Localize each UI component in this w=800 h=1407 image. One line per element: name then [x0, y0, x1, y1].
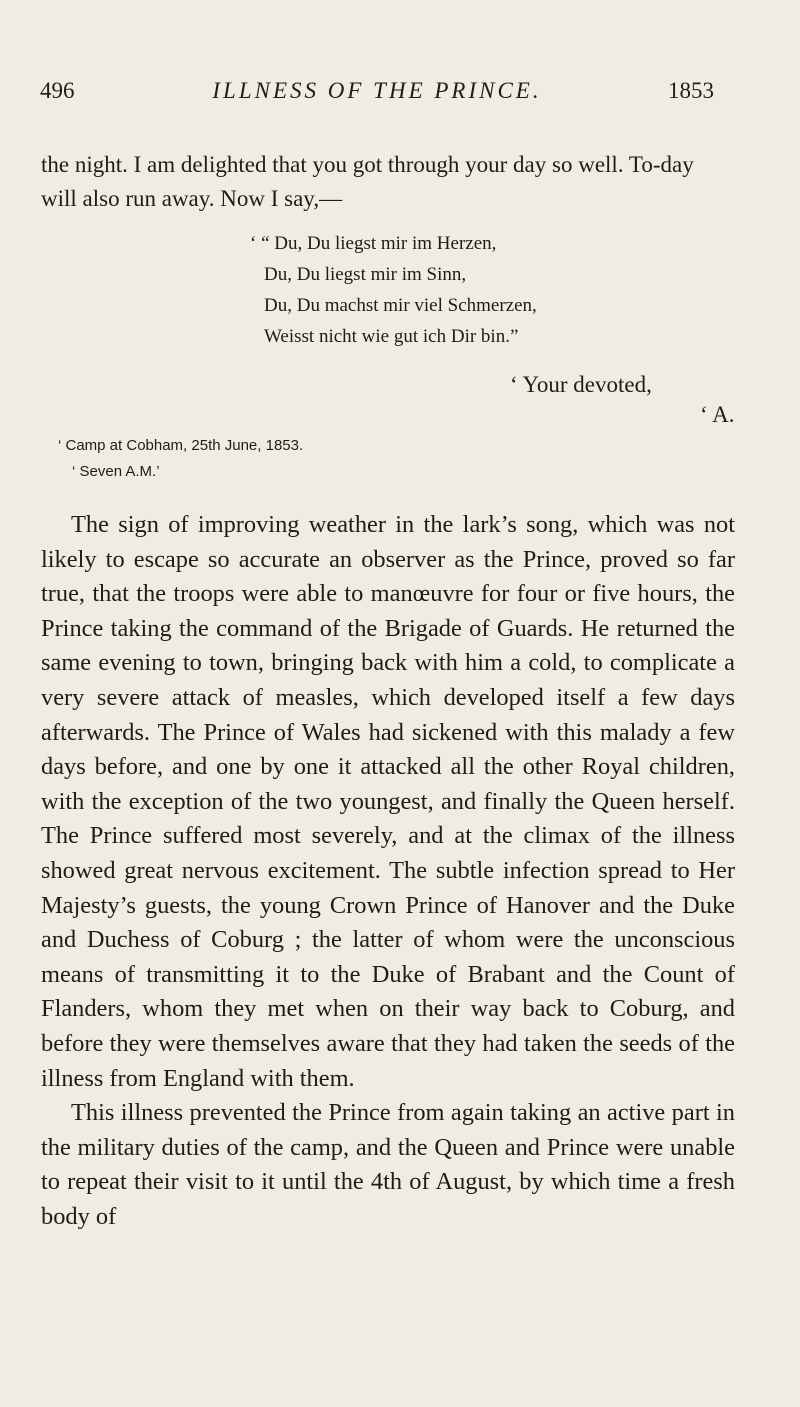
letter-dateline [58, 433, 303, 485]
dateline-place: ‘ Camp at Cobham, 25th June, 1853. [58, 437, 304, 454]
running-head [40, 78, 714, 112]
poem-line: ‘ “ Du, Du liegst mir im Herzen, [250, 233, 497, 254]
poem-line: Du, Du liegst mir im Sinn, [264, 264, 467, 285]
body-paragraph: This illness prevented the Prince from again taking an active part in the military duties of the camp, and the Queen and Prince were unable to repeat their visit to it until the 4th of August, by which time a fresh body of [41, 1099, 735, 1230]
poem-line: Weisst nicht wie gut ich Dir bin.” [264, 326, 519, 347]
poem-block [250, 228, 730, 352]
body-paragraph: The sign of improving weather in the lark’s song, which was not likely to escape so accurate an observer as the Prince, proved so far true, that the troops were able to manœuvre for four or five hours, the Prince taking the command of the Brigade of Guards. He returned the same evening to town, bringing back with him a cold, to complicate a very severe attack of measles, which developed itself a few days afterwards. The Prince of Wales had sickened with this malady a few days before, and one by one it attacked all the other Royal children, with the exception of the two youngest, and finally the Queen herself. The Prince suffered most severely, and at the climax of the illness showed great nervous excitement. The subtle infection spread to Her Majesty’s guests, the young Crown Prince of Hanover and the Duke and Duchess of Coburg ; the latter of whom were the unconscious means of transmitting it to the Duke of Brabant and the Count of Flanders, whom they met when on their way back to Coburg, and before they were themselves aware that they had taken the seeds of the illness from England with them. [41, 511, 735, 1092]
page-number: 496 [40, 78, 75, 103]
poem-line: Du, Du machst mir viel Schmerzen, [264, 295, 537, 316]
running-year: 1853 [668, 78, 714, 103]
dateline-time: ‘ Seven A.M.’ [72, 463, 160, 480]
letter-closing: ‘ Your devoted, [510, 372, 652, 397]
body-text [41, 508, 735, 1234]
letter-signature: ‘ A. [700, 402, 735, 427]
running-title: ILLNESS OF THE PRINCE. [212, 78, 542, 103]
letter-opening: the night. I am delighted that you got through your day so well. To-day will also run away. Now I say,— [41, 152, 694, 211]
